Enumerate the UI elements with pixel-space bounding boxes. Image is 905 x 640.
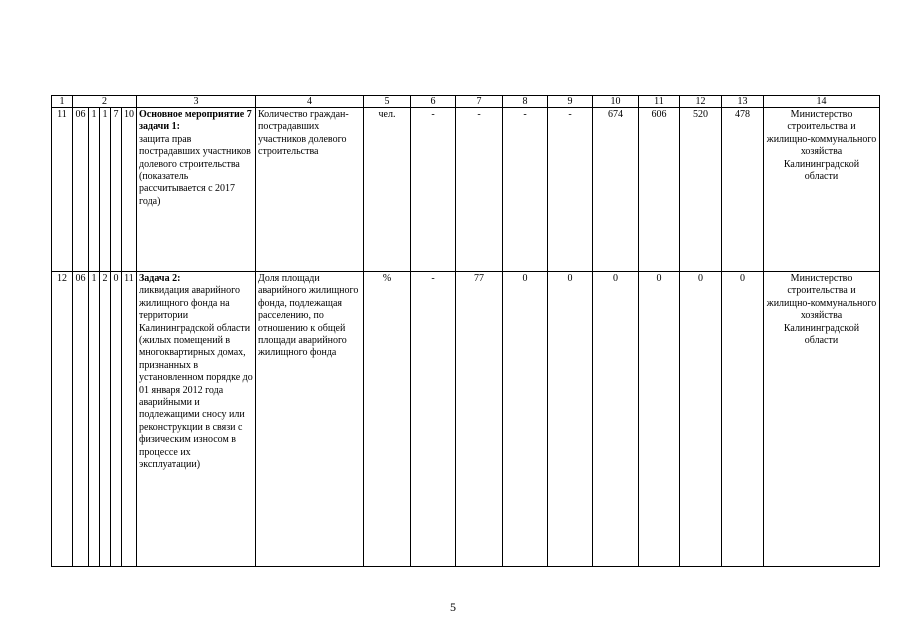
value-cell-7: 77	[456, 272, 503, 567]
measure-title: Задача 2:	[139, 273, 181, 284]
table-row	[52, 272, 880, 567]
code-cell: 11	[122, 272, 137, 567]
code-cell: 1	[89, 272, 100, 567]
header-cell-1: 1	[52, 96, 73, 108]
code-cell: 0	[111, 272, 122, 567]
value-cell-13: 0	[722, 272, 764, 567]
value-cell-12: 0	[680, 272, 722, 567]
code-cell: 10	[122, 108, 137, 272]
header-cell-8: 8	[503, 96, 548, 108]
header-cell-10: 10	[593, 96, 639, 108]
value-cell-11: 0	[639, 272, 680, 567]
code-cell: 06	[73, 272, 89, 567]
header-cell-2: 2	[73, 96, 137, 108]
header-cell-14: 14	[764, 96, 880, 108]
value-cell-13: 478	[722, 108, 764, 272]
header-cell-11: 11	[639, 96, 680, 108]
row-number: 11	[52, 108, 73, 272]
value-cell-8: 0	[503, 272, 548, 567]
value-cell-6: -	[411, 108, 456, 272]
code-cell: 2	[100, 272, 111, 567]
indicators-table	[51, 95, 880, 567]
table-row	[52, 108, 880, 272]
measure-cell	[137, 272, 256, 567]
value-cell-6: -	[411, 272, 456, 567]
header-cell-13: 13	[722, 96, 764, 108]
measure-description: защита прав пострадавших участников долевого строительства (показатель рассчитывается с 2017 года)	[139, 133, 251, 207]
header-row	[52, 96, 880, 108]
header-cell-5: 5	[364, 96, 411, 108]
page-number: 5	[450, 600, 456, 614]
value-cell-9: 0	[548, 272, 593, 567]
value-cell-10: 674	[593, 108, 639, 272]
header-cell-3: 3	[137, 96, 256, 108]
header-cell-6: 6	[411, 96, 456, 108]
header-cell-4: 4	[256, 96, 364, 108]
measure-description: ликвидация аварийного жилищного фонда на территории Калининградской области (жилых помещений в многоквартирных домах, признанных в установленном порядке до 01 января 2012 года аварийными и подлежащими сносу или реконструкции в связи с физическим износом в процессе их эксплуатации)	[139, 285, 253, 471]
header-cell-9: 9	[548, 96, 593, 108]
indicator-cell: Доля площади аварийного жилищного фонда, подлежащая расселению, по отношению к общей площади аварийного жилищного фонда	[256, 272, 364, 567]
value-cell-12: 520	[680, 108, 722, 272]
row-number: 12	[52, 272, 73, 567]
responsible-cell: Министерство строительства и жилищно-коммунального хозяйства Калининградской области	[764, 272, 880, 567]
header-cell-12: 12	[680, 96, 722, 108]
value-cell-11: 606	[639, 108, 680, 272]
responsible-cell: Министерство строительства и жилищно-коммунального хозяйства Калининградской области	[764, 108, 880, 272]
code-cell: 1	[89, 108, 100, 272]
measure-title: Основное мероприятие 7 задачи 1:	[139, 109, 252, 133]
header-cell-7: 7	[456, 96, 503, 108]
unit-cell: чел.	[364, 108, 411, 272]
code-cell: 1	[100, 108, 111, 272]
code-cell: 06	[73, 108, 89, 272]
unit-cell: %	[364, 272, 411, 567]
value-cell-9: -	[548, 108, 593, 272]
value-cell-8: -	[503, 108, 548, 272]
indicator-cell: Количество граждан-пострадавших участников долевого строительства	[256, 108, 364, 272]
measure-cell	[137, 108, 256, 272]
code-cell: 7	[111, 108, 122, 272]
value-cell-10: 0	[593, 272, 639, 567]
value-cell-7: -	[456, 108, 503, 272]
